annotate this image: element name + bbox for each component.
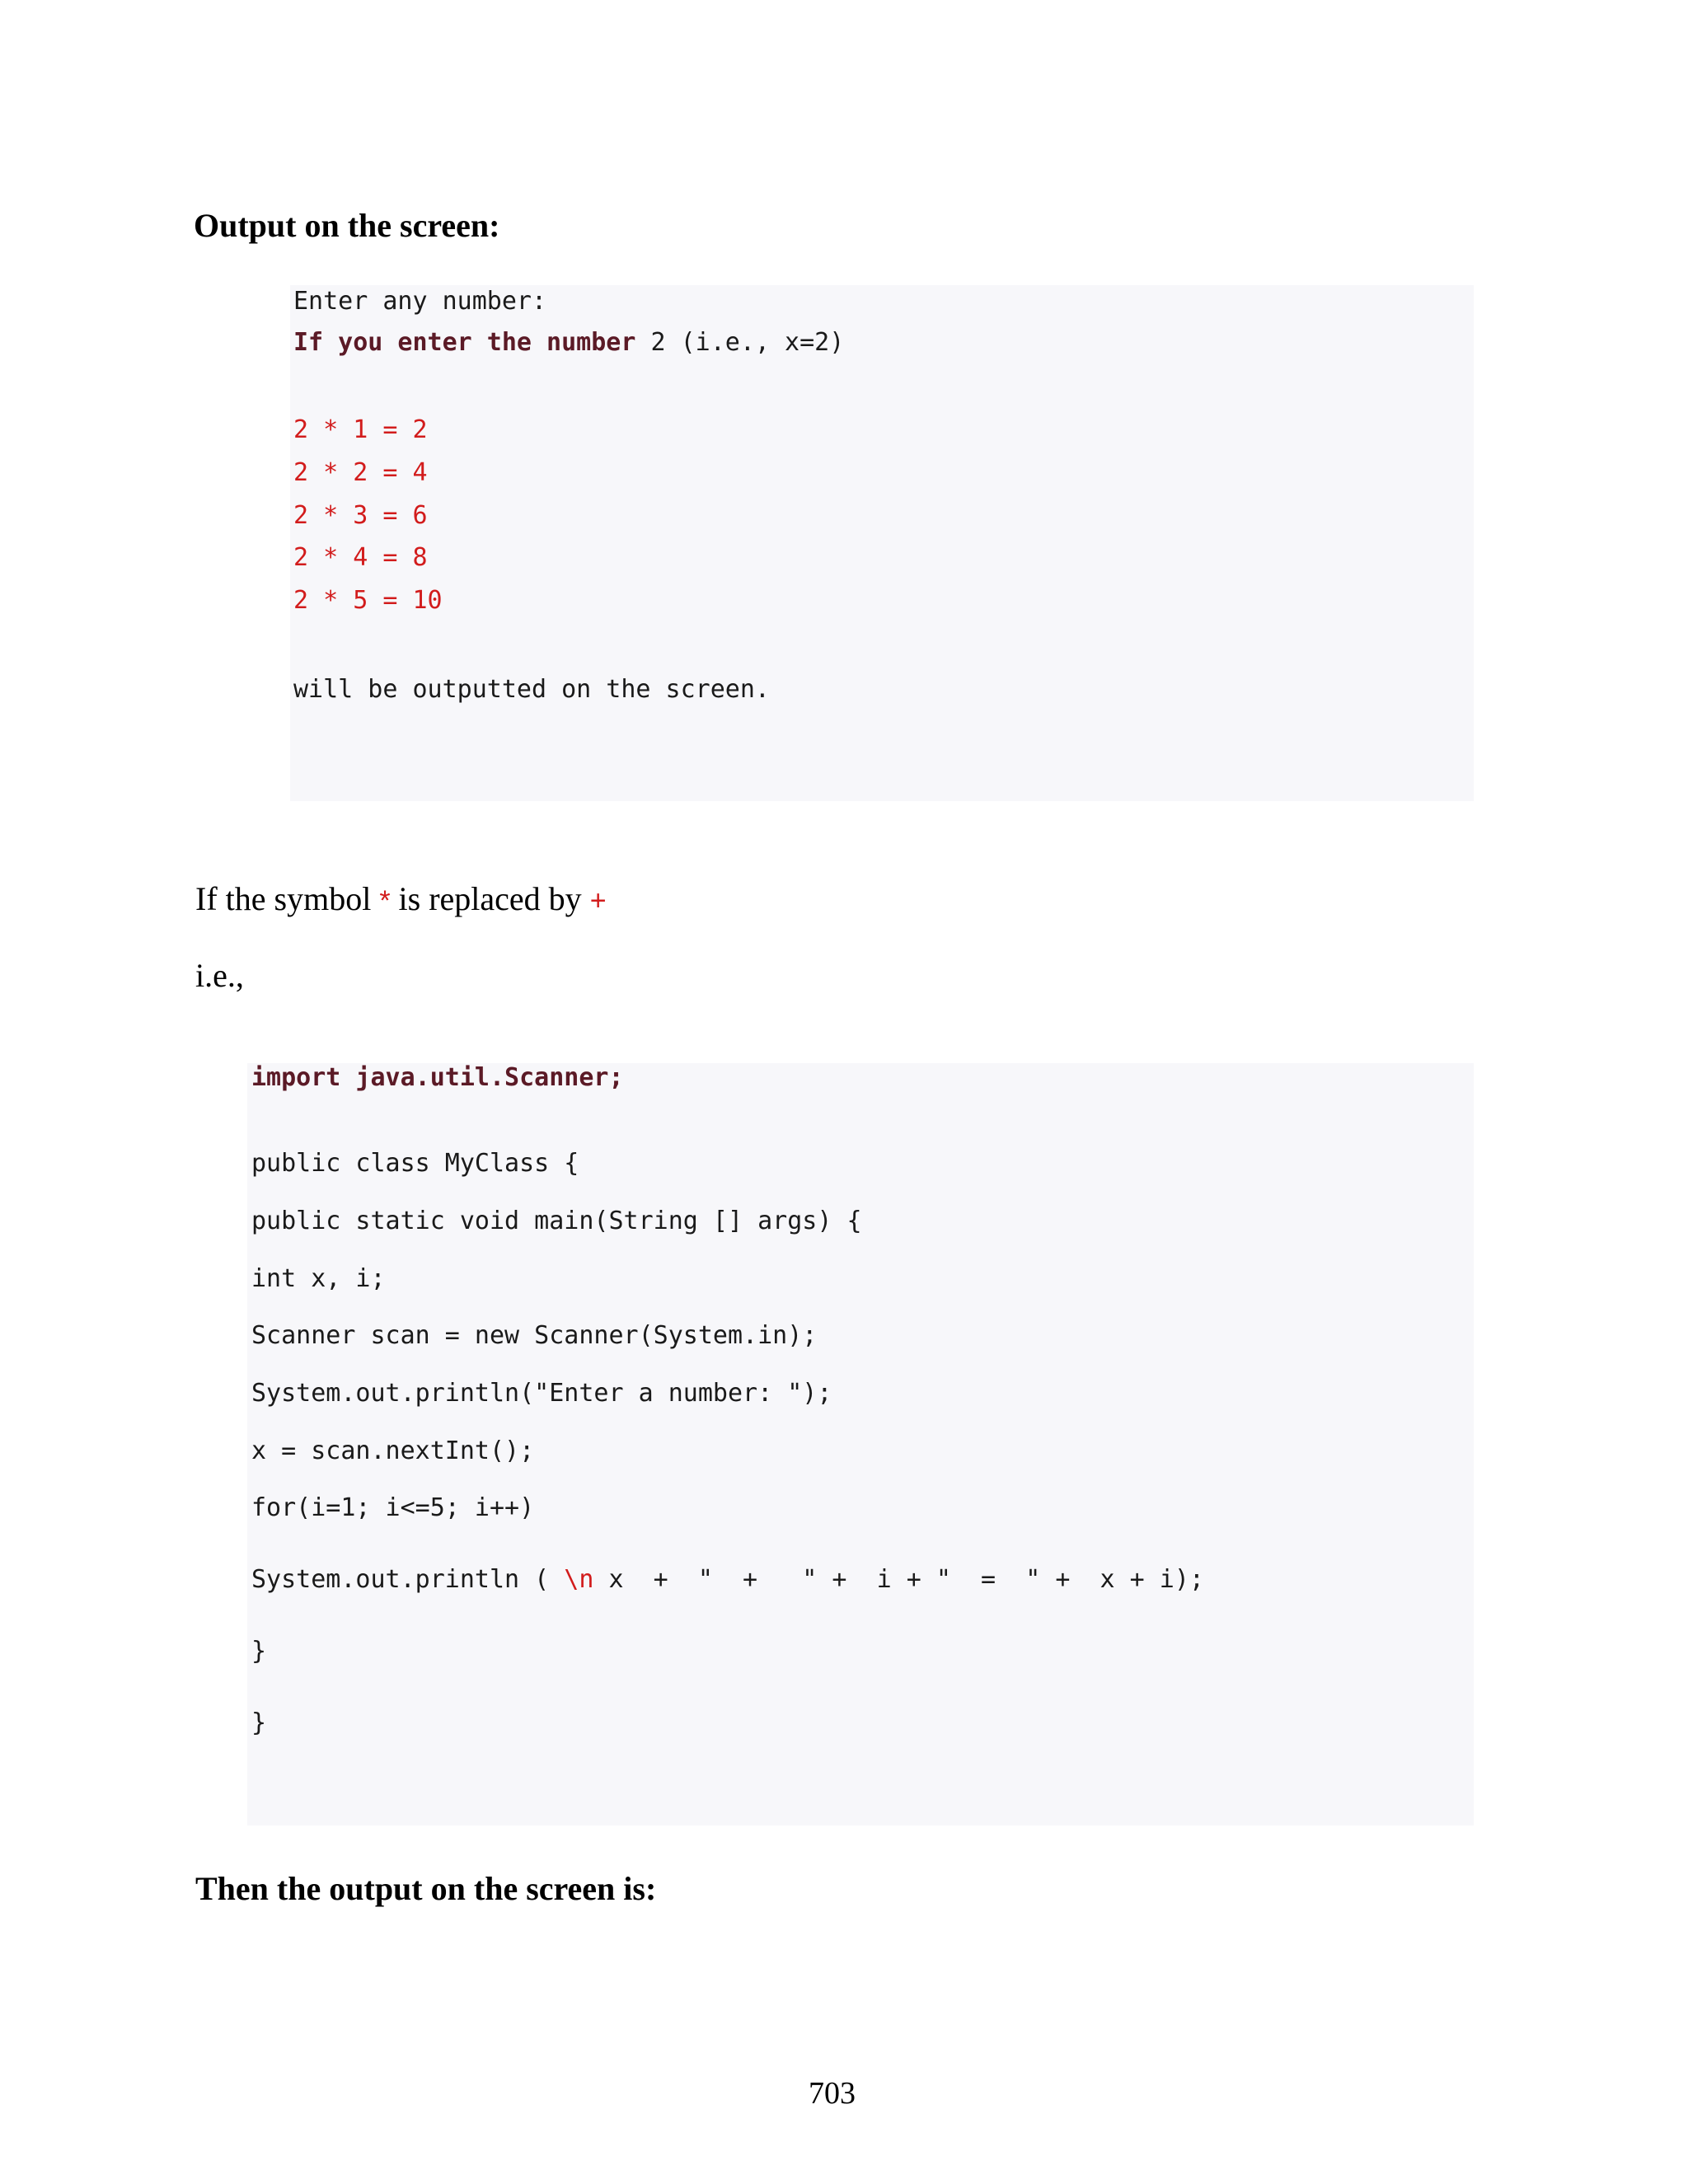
ie-text: i.e., (195, 957, 244, 994)
output-code-block (290, 285, 1474, 801)
output-result-line: 2 * 2 = 4 (293, 458, 428, 487)
output-footer-line: will be outputted on the screen. (293, 675, 770, 704)
code-line: int x, i; (251, 1264, 386, 1293)
replace-sentence (195, 879, 607, 918)
section-heading-then-output: Then the output on the screen is: (195, 1870, 657, 1907)
output-if-bold-text: If you enter the number (293, 328, 636, 357)
page-number: 703 (809, 2076, 856, 2111)
output-result-line: 2 * 1 = 2 (293, 415, 428, 444)
output-result-line: 2 * 5 = 10 (293, 586, 443, 615)
plus-symbol: + (589, 885, 607, 916)
code-closing-brace: } (251, 1637, 267, 1666)
output-result-line: 2 * 4 = 8 (293, 543, 428, 572)
code-line: public static void main(String [] args) { (251, 1207, 862, 1235)
code-closing-brace: } (251, 1708, 267, 1737)
output-if-rest-text: 2 (i.e., x=2) (635, 328, 845, 357)
replace-prefix-text: If the symbol (195, 880, 380, 917)
replace-middle-text: is replaced by (390, 880, 590, 917)
println-prefix-text: System.out.println ( (251, 1565, 565, 1594)
java-code-block (247, 1063, 1474, 1825)
star-symbol: * (379, 885, 391, 916)
output-result-line: 2 * 3 = 6 (293, 501, 428, 530)
section-heading-output: Output on the screen: (194, 207, 500, 244)
code-import-line: import java.util.Scanner; (251, 1063, 624, 1092)
code-line: Scanner scan = new Scanner(System.in); (251, 1321, 818, 1350)
code-println-line (251, 1565, 1204, 1594)
println-suffix-text: x + " + " + i + " = " + x + i); (593, 1565, 1204, 1594)
output-prompt-line: Enter any number: (293, 287, 547, 316)
code-line: x = scan.nextInt(); (251, 1436, 535, 1465)
output-if-line (293, 328, 844, 357)
code-line: for(i=1; i<=5; i++) (251, 1493, 535, 1522)
code-line: System.out.println("Enter a number: "); (251, 1379, 832, 1408)
code-line: public class MyClass { (251, 1149, 579, 1178)
newline-escape-text: \n (564, 1565, 594, 1594)
